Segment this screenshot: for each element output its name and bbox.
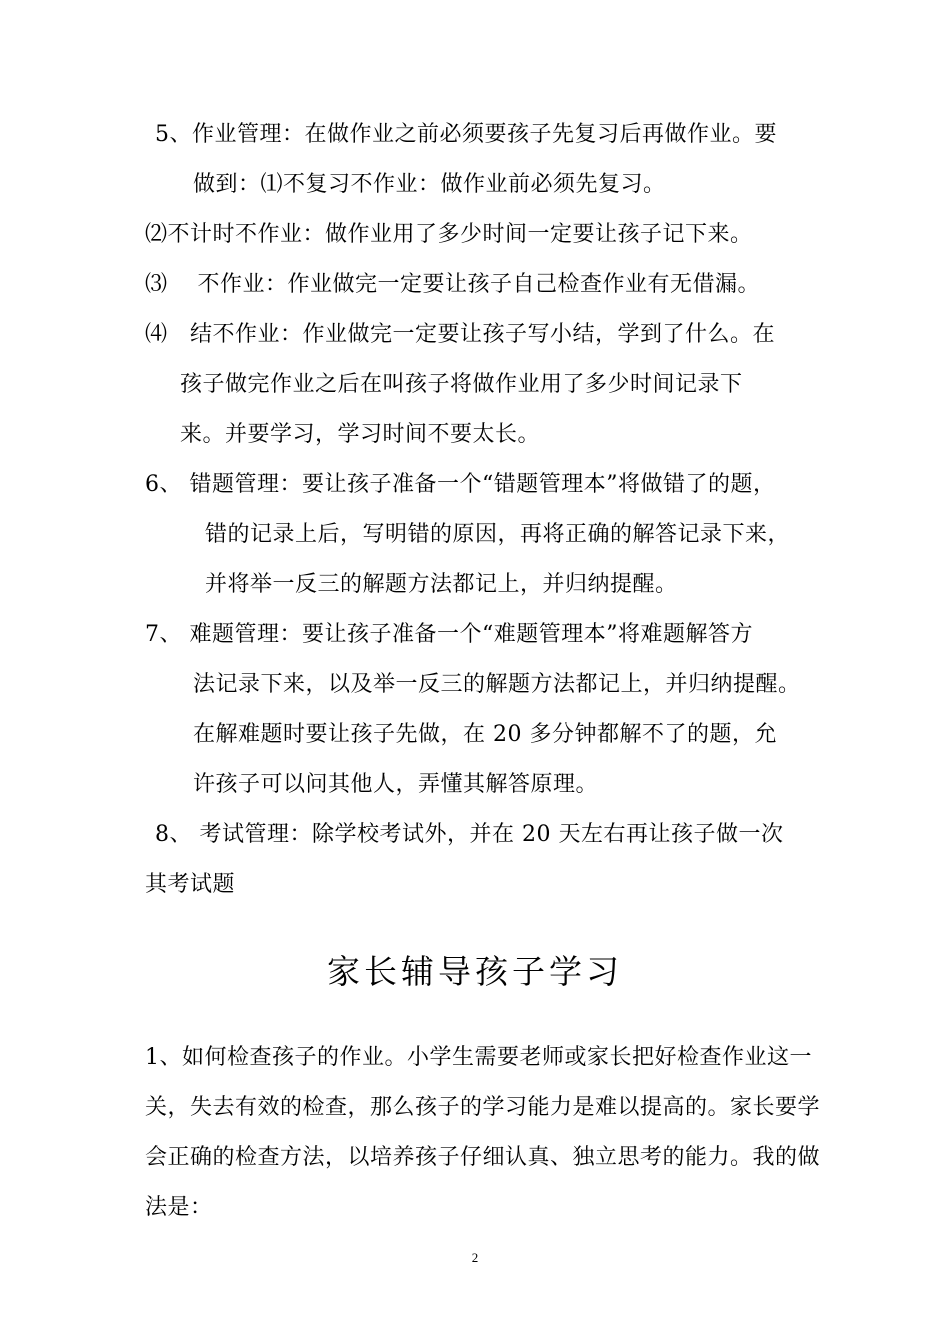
text-line-item-5-sub-1: 做到：⑴不复习不作业：做作业前必须先复习。 [193,172,666,197]
page-number: 2 [471,1250,479,1265]
text-line-section-4: 法是： [145,1195,213,1220]
text-line-section-1: 1、如何检查孩子的作业。小学生需要老师或家长把好检查作业这一 [145,1045,812,1070]
text-line-item-6-cont-2: 并将举一反三的解题方法都记上，并归纳提醒。 [205,572,678,597]
text-line-item-7-cont-1: 法记录下来，以及举一反三的解题方法都记上，并归纳提醒。 [193,672,801,697]
text-line-item-5-sub-4: ⑷ 结不作业：作业做完一定要让孩子写小结，学到了什么。在 [145,322,776,347]
text-line-item-5-sub-4-cont-2: 来。并要学习，学习时间不要太长。 [180,422,541,447]
text-line-item-7-heading: 7、 难题管理：要让孩子准备一个“难题管理本”将难题解答方 [145,622,753,647]
text-line-item-5-sub-2: ⑵不计时不作业：做作业用了多少时间一定要让孩子记下来。 [145,222,753,247]
text-line-section-2: 关，失去有效的检查，那么孩子的学习能力是难以提高的。家长要学 [145,1095,821,1120]
text-line-item-5-heading: 5、作业管理：在做作业之前必须要孩子先复习后再做作业。要 [155,122,777,147]
text-line-item-7-cont-2: 在解难题时要让孩子先做，在 20 多分钟都解不了的题，允 [193,722,777,747]
text-line-item-8-cont-1: 其考试题 [145,872,236,897]
section-title: 家长辅导孩子学习 [327,952,623,991]
text-line-item-6-heading: 6、 错题管理：要让孩子准备一个“错题管理本”将做错了的题， [145,472,776,497]
text-line-item-7-cont-3: 许孩子可以问其他人，弄懂其解答原理。 [193,772,599,797]
text-line-item-5-sub-4-cont-1: 孩子做完作业之后在叫孩子将做作业用了多少时间记录下 [180,372,743,397]
text-line-item-5-sub-3: ⑶ 不作业：作业做完一定要让孩子自己检查作业有无借漏。 [145,272,760,297]
text-line-item-6-cont-1: 错的记录上后，写明错的原因，再将正确的解答记录下来， [205,522,791,547]
text-line-section-3: 会正确的检查方法，以培养孩子仔细认真、独立思考的能力。我的做 [145,1145,821,1170]
text-line-item-8-heading: 8、 考试管理：除学校考试外，并在 20 天左右再让孩子做一次 [155,822,784,847]
